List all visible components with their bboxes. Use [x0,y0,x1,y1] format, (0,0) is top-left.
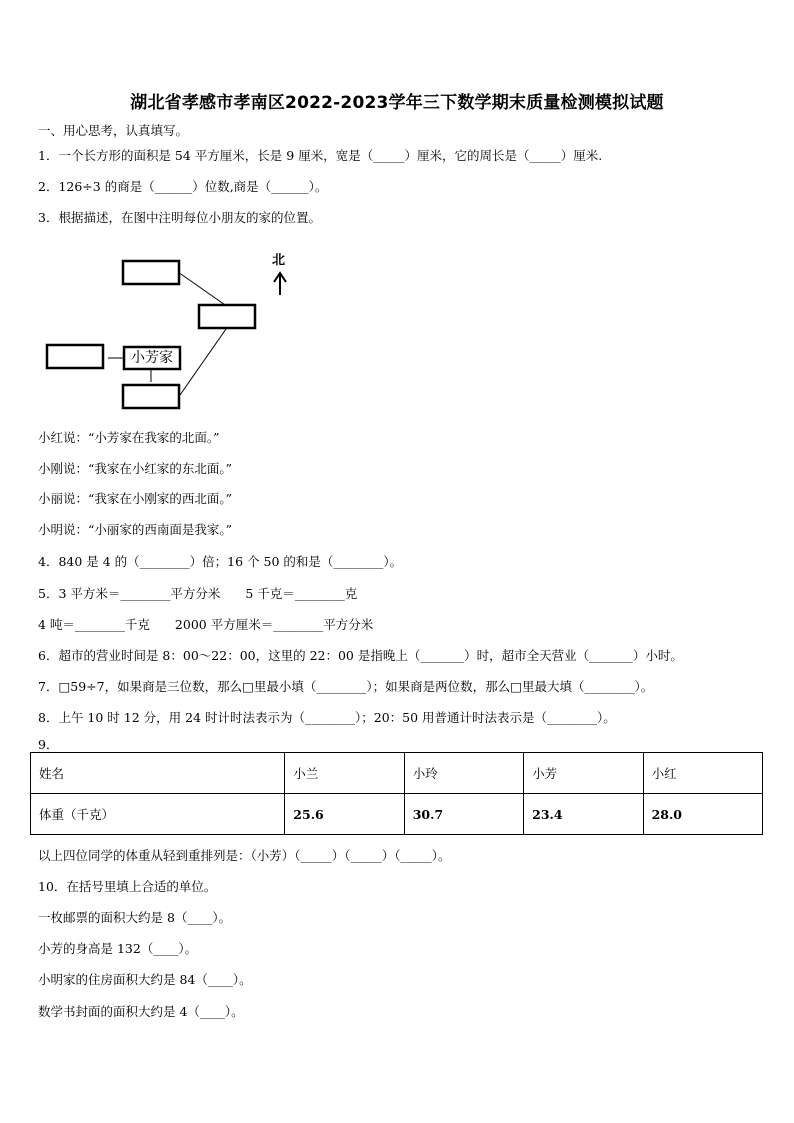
xiaofang-home-label: 小芳家 [131,350,173,366]
table-row [31,794,763,835]
connector-line [178,272,228,307]
question-5a: 5．3 平方米＝________平方分米 5 千克＝________克 [38,586,358,601]
question-6: 6．超市的营业时间是 8：00～22：00，这里的 22：00 是指晚上（_______）时，超市全天营业（_______）小时。 [38,648,683,663]
question-10-item: 一枚邮票的面积大约是 8（____）。 [38,910,232,925]
connector-line [180,329,226,395]
table-cell: 25.6 [285,794,404,835]
table-cell: 体重（千克） [31,794,285,835]
location-diagram [38,245,318,415]
question-7: 7．□59÷7，如果商是三位数，那么□里最小填（________）；如果商是两位数，那么□里最大填（________）。 [38,679,654,694]
blank-home-box [199,305,255,328]
diagram-lines [38,245,318,415]
question-5b: 4 吨＝________千克 2000 平方厘米＝________平方分米 [38,617,374,632]
question-9-text: 以上四位同学的体重从轻到重排列是：（小芳）（_____）（_____）（_____）。 [38,848,451,863]
question-10-item: 小明家的住房面积大约是 84（____）。 [38,972,252,987]
question-2: 2．126÷3 的商是（______）位数,商是（______）。 [38,179,328,194]
statement-xiaoming: 小明说：“小丽家的西南面是我家。” [38,522,233,537]
statement-xiaogang: 小刚说：“我家在小红家的东北面。” [38,461,233,476]
question-4: 4．840 是 4 的（________）倍；16 个 50 的和是（________）。 [38,554,403,569]
question-10-item: 数学书封面的面积大约是 4（____）。 [38,1004,244,1019]
table-cell: 30.7 [404,794,523,835]
question-9: 9． [38,737,59,752]
table-row [31,753,763,794]
table-cell: 小红 [643,753,762,794]
table-cell: 23.4 [524,794,643,835]
blank-home-box [47,345,103,368]
question-10: 10．在括号里填上合适的单位。 [38,879,217,894]
north-label: 北 [272,253,286,268]
table-cell: 28.0 [643,794,762,835]
statement-xiaoli: 小丽说：“我家在小刚家的西北面。” [38,491,233,506]
blank-home-box [123,261,179,284]
question-8: 8．上午 10 时 12 分，用 24 时计时法表示为（________）；20：50 用普通计时法表示是（________）。 [38,710,616,725]
weight-table [30,752,763,835]
question-10-item: 小芳的身高是 132（____）。 [38,941,198,956]
section-heading: 一、用心思考，认真填写。 [38,123,189,138]
table-cell: 小芳 [524,753,643,794]
statement-xiaohong: 小红说：“小芳家在我家的北面。” [38,430,220,445]
question-1: 1．一个长方形的面积是 54 平方厘米，长是 9 厘米，宽是（_____）厘米，它的周长是（_____）厘米. [38,148,603,163]
table-cell: 小玲 [404,753,523,794]
page-title: 湖北省孝感市孝南区2022-2023学年三下数学期末质量检测模拟试题 [130,93,664,113]
table-cell: 姓名 [31,753,285,794]
question-3: 3．根据描述，在图中注明每位小朋友的家的位置。 [38,210,321,225]
blank-home-box [123,385,179,408]
table-cell: 小兰 [285,753,404,794]
